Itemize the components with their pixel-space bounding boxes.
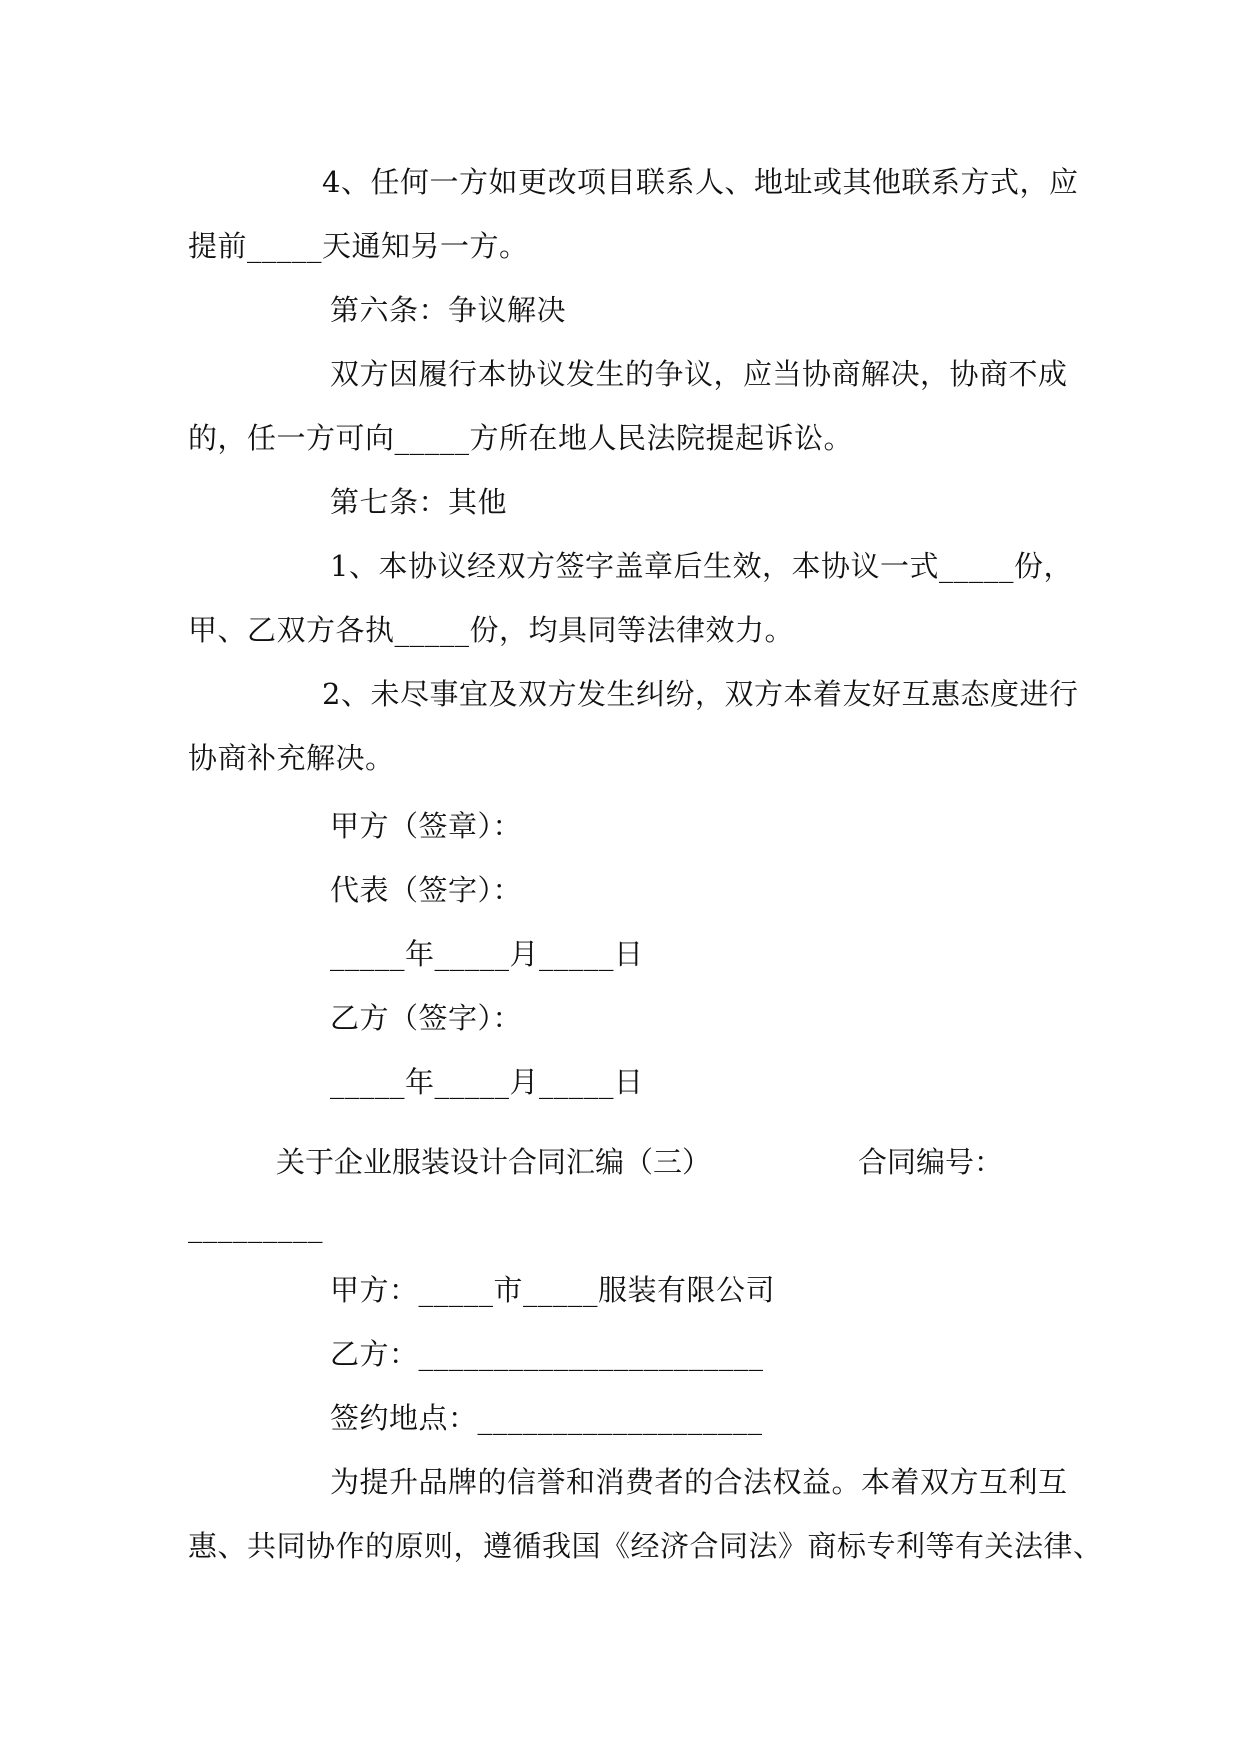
article-7-item-1-line-2: 甲、乙双方各执_____份，均具同等法律效力。 (188, 613, 795, 647)
party-b-date: _____年_____月_____日 (330, 1065, 644, 1099)
article-7-item-1-line-1: 1、本协议经双方签字盖章后生效，本协议一式_____份， (330, 549, 1073, 583)
article-6-text-line-2: 的，任一方可向_____方所在地人民法院提起诉讼。 (188, 421, 854, 455)
article-7-item-2-line-2: 协商补充解决。 (188, 741, 395, 775)
party-a-line: 甲方：_____市_____服装有限公司 (330, 1273, 776, 1307)
clause-4-line-2: 提前_____天通知另一方。 (188, 229, 529, 263)
signing-place-line: 签约地点：___________________ (330, 1401, 763, 1435)
contract-number-blank: _________ (188, 1209, 323, 1243)
party-a-date: _____年_____月_____日 (330, 937, 644, 971)
article-6-heading: 第六条：争议解决 (330, 293, 567, 327)
article-7-heading: 第七条：其他 (330, 485, 508, 519)
preamble-line-1: 为提升品牌的信誉和消费者的合法权益。本着双方互利互 (330, 1465, 1068, 1499)
representative-signature: 代表（签字）： (330, 873, 523, 907)
preamble-line-2: 惠、共同协作的原则，遵循我国《经济合同法》商标专利等有关法律、 (188, 1529, 1103, 1563)
contract-number-label: 合同编号： (858, 1145, 1004, 1179)
clause-4-line-1: 4、任何一方如更改项目联系人、地址或其他联系方式，应 (322, 165, 1079, 199)
article-7-item-2-line-1: 2、未尽事宜及双方发生纠纷，双方本着友好互惠态度进行 (322, 677, 1079, 711)
party-b-line: 乙方：_______________________ (330, 1337, 764, 1371)
party-a-signature: 甲方（签章）： (330, 809, 523, 843)
contract-heading-row (276, 1144, 1004, 1180)
party-b-signature: 乙方（签字）： (330, 1001, 523, 1035)
article-6-text-line-1: 双方因履行本协议发生的争议，应当协商解决，协商不成 (330, 357, 1068, 391)
contract-title: 关于企业服装设计合同汇编（三） (276, 1145, 712, 1179)
